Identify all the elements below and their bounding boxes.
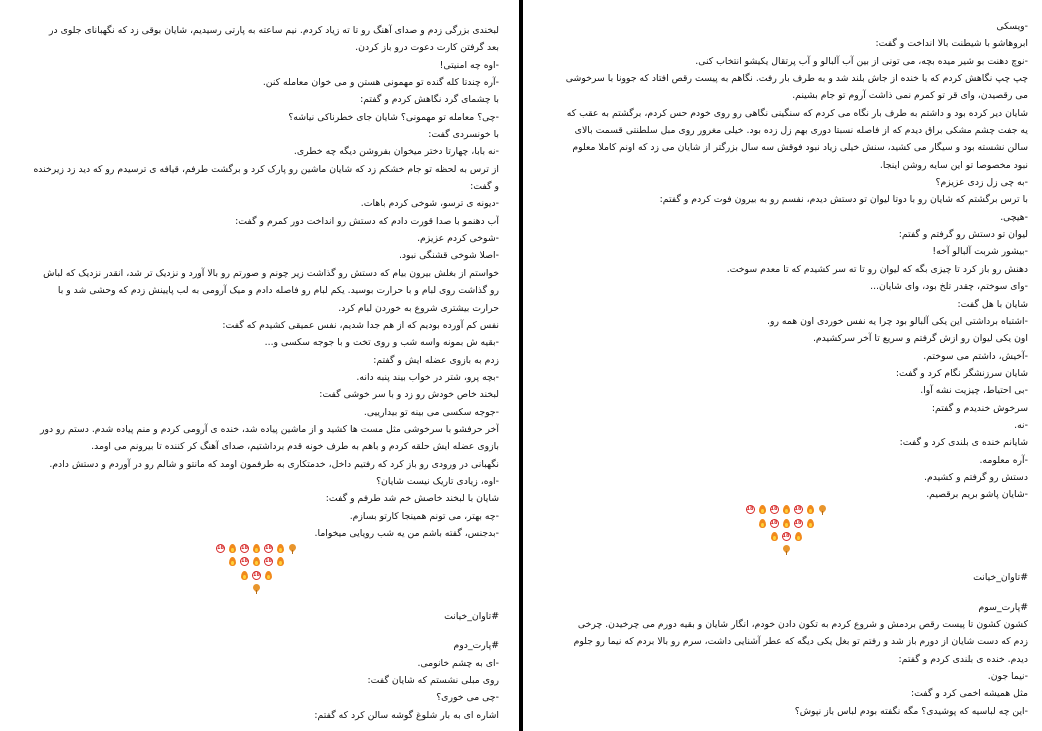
drop-icon xyxy=(252,584,261,593)
text-line: خواستم از بغلش بیرون بیام که دستش رو گذاشت زیر چونم و صورتم رو بالا آورد و نزدیک تر شد، انقدر نزدیک که لباش xyxy=(43,267,499,279)
text-line: -نه بابا، چهارتا دختر میخوان بفروشن دیگه چه خطری. xyxy=(293,146,499,158)
drop-icon xyxy=(818,505,827,514)
text-line: -آخیش، داشتم می سوختم. xyxy=(923,350,1028,362)
hashtag: #تاوان_خیانت xyxy=(444,610,499,622)
emoji-row xyxy=(544,517,1028,530)
text-line: زدم به بازوی عضله ایش و گفتم: xyxy=(373,354,499,366)
ban-icon: 18 xyxy=(782,532,790,539)
text-line: -وای سوختم، چقدر تلخ بود، وای شایان... xyxy=(870,281,1028,293)
text-line: سالن نشسته بود و سیگار می کشید، سنش خیلی زیاد نبود فوقش سه سال بزرگتر از شایان می زد که اونم کاملا معلوم xyxy=(572,142,1028,154)
fire-icon xyxy=(276,557,285,566)
text-line: -آره معلومه. xyxy=(979,454,1028,466)
text-line: -بیشور شربت آلبالو آخه! xyxy=(932,246,1028,258)
text-line: -آره چندتا کله گنده تو مهمونی هستن و می خوان معامله کنن. xyxy=(262,77,499,89)
text-line: ابروهاشو با شیطنت بالا انداخت و گفت: xyxy=(875,38,1028,50)
text-line: شایانم خنده ی بلندی کرد و گفت: xyxy=(899,437,1028,449)
text-line: -بقیه ش بمونه واسه شب و روی تخت و با جوجه سکسی و... xyxy=(264,337,499,349)
ban-icon: 18 xyxy=(241,544,248,551)
text-line: لبخند خاص خودش رو زد و با سر خوشی گفت: xyxy=(319,389,499,401)
text-line: -به چی زل زدی عزیزم؟ xyxy=(935,177,1028,189)
text-line: #پارت_سوم xyxy=(978,601,1028,613)
text-line: نگهبانی در ورودی رو باز کرد که رفتیم داخل، خدمتکاری به طرفمون اومد که مانتو و شالم رو در آوردم و دستش دادم. xyxy=(49,458,499,470)
fire-icon xyxy=(794,532,803,541)
right-text-block xyxy=(544,18,1028,504)
left-text-block xyxy=(14,22,499,542)
fire-icon xyxy=(252,544,261,553)
text-line: -اوه چه امنیتی! xyxy=(439,59,499,71)
text-line: یه جفت چشم مشکی براق دیدم که از فاصله نسبتا دوری بهم زل زده بود. خیلی مغرور روی مبل سلطنتی قسمت بالای xyxy=(574,125,1028,137)
text-line: با چشمای گرد نگاهش کردم و گفتم: xyxy=(360,94,499,106)
text-line: #پارت_دوم xyxy=(453,640,499,652)
emoji-row xyxy=(14,542,499,555)
fire-icon xyxy=(228,557,237,566)
text-line: می رقصیدن، وای قر تو کمرم نمی ذاشت آروم تو جام بشینم. xyxy=(792,90,1028,102)
ban-icon: 18 xyxy=(794,519,802,526)
drop-icon xyxy=(782,545,791,554)
ban-icon: 18 xyxy=(241,558,248,565)
fire-icon xyxy=(782,519,791,528)
emoji-row xyxy=(14,569,499,582)
text-line: لیوان تو دستش رو گرفتم و گفتم: xyxy=(898,229,1028,241)
text-line: دهنش رو باز کرد تا چیزی بگه که لیوان رو تا ته سر کشیدم که تا معدم سوخت. xyxy=(726,263,1028,275)
emoji-row xyxy=(544,504,1028,517)
text-line: -این چه لباسیه که پوشیدی؟ مگه نگفته بودم لباس باز نپوش؟ xyxy=(794,705,1028,717)
page-divider xyxy=(519,0,523,731)
text-line: کشون کشون تا پیست رقص بردمش و شروع کردم به تکون دادن خودم، انگار شایان و بقیه دورم می چرخیدن. چرخی xyxy=(577,618,1028,630)
text-line: -بی احتیاط، چیزیت نشه آوا. xyxy=(920,385,1028,397)
text-line: اشاره ای به بار شلوغ گوشه سالن کرد که گفتم: xyxy=(314,709,499,721)
ban-icon: 18 xyxy=(770,506,778,513)
text-line: آخر حرفشو با سرخوشی مثل مست ها کشید و از ماشین پیاده شد، خنده ی آرومی کردم و منم پیاده شدم. دستم رو دور xyxy=(39,423,499,435)
text-line: شایان سرزنشگر نگام کرد و گفت: xyxy=(895,367,1028,379)
text-line: -شوخی کردم عزیزم. xyxy=(417,233,499,245)
text-line: -شایان پاشو بریم برقصیم. xyxy=(926,489,1028,501)
fire-icon xyxy=(758,505,767,514)
text-line: سرخوش خندیدم و گفتم: xyxy=(931,402,1028,414)
text-line: رو گذاشت روی لبام و با حرارت بوسید. یکم لبام رو فاصله دادم و میک آرومی به لب پایینش زدم که وحشی شد و با xyxy=(57,285,499,297)
text-line: -ای به چشم خانومی. xyxy=(417,657,499,669)
text-line: از ترس به لحظه تو جام خشکم زد که شایان ماشین رو پارک کرد و برگشت طرفم، قیافه ی ترسیدم رو که دید زد زیرخنده xyxy=(33,163,499,175)
text-line: زدم که دست شایان از دورم باز شد و رفتم تو بغل یکی دیگه که عطر آشنایی داشت، سرم رو بالا بردم که نیما رو جلوم xyxy=(573,636,1028,648)
ban-icon: 18 xyxy=(746,506,754,513)
fire-icon xyxy=(228,544,237,553)
text-line: -چه بهتر، می تونم همینجا کارتو بسازم. xyxy=(349,510,499,522)
fire-icon xyxy=(782,505,791,514)
fire-icon xyxy=(770,532,779,541)
ban-icon: 18 xyxy=(265,558,272,565)
text-line: -ویسکی xyxy=(996,21,1028,32)
left-text-block-2 xyxy=(14,637,499,724)
text-line: -نوچ دهنت بو شیر میده بچه، می تونی از بین آب آلبالو و آب پرتقال یکیشو انتخاب کنی. xyxy=(695,55,1028,67)
text-line: آب دهنمو با صدا قورت دادم که دستش رو انداخت دور کمرم و گفت: xyxy=(235,215,499,227)
text-line: بعد گرفتن کارت دعوت درو باز کردن. xyxy=(355,42,499,54)
text-line: نفس کم آورده بودیم که از هم جدا شدیم، نفس عمیقی کشیدم که گفت: xyxy=(222,319,499,331)
text-line: -دیونه ی ترسو، شوخی کردم باهات. xyxy=(360,198,499,210)
hashtag: #تاوان_خیانت xyxy=(973,572,1028,584)
fire-icon xyxy=(264,571,273,580)
emoji-row xyxy=(544,530,1028,543)
drop-icon xyxy=(288,544,297,553)
fire-icon xyxy=(276,544,285,553)
emoji-row xyxy=(14,556,499,569)
text-line: روی مبلی نشستم که شایان گفت: xyxy=(367,674,499,686)
text-line: -جوجه سکسی می بینه تو بیدارییی. xyxy=(363,406,499,418)
emoji-decoration xyxy=(14,542,499,596)
text-line: و گفت: xyxy=(470,181,499,193)
right-page xyxy=(524,0,1042,731)
text-line: با خونسردی گفت: xyxy=(428,129,499,141)
text-line: -چی؟ معامله تو مهمونی؟ شایان جای خطرناکی نیاشه؟ xyxy=(288,111,499,123)
text-line: حرارت بیشتری شروع به خوردن لبام کرد. xyxy=(338,302,499,314)
emoji-row xyxy=(544,544,1028,557)
ban-icon: 18 xyxy=(253,571,260,578)
ban-icon: 18 xyxy=(265,544,272,551)
text-line: -اصلا شوخی قشنگی نبود. xyxy=(398,250,499,262)
text-line: -اشتباه برداشتی این یکی آلبالو بود چرا یه نفس خوردی اون همه رو. xyxy=(767,315,1028,327)
text-line: شایان با لبخند خاصش خم شد طرفم و گفت: xyxy=(325,493,499,505)
emoji-decoration xyxy=(544,504,1028,558)
text-line: -بچه پرو، شتر در خواب بیند پنبه دانه. xyxy=(356,371,499,383)
text-line: -نیما جون. xyxy=(987,670,1028,682)
text-line: چپ چپ نگاهش کردم که با خنده از جاش بلند شد و به طرف بار رفت. نگاهم به پیست رقص افتاد که جوونا با سرخوشی xyxy=(565,73,1028,85)
fire-icon xyxy=(806,519,815,528)
text-line: نبود مخصوصا تو این سایه روشن اینجا. xyxy=(879,159,1028,171)
text-line: -بدجنس، گفته باشم من یه شب رویایی میخواما. xyxy=(314,527,499,539)
text-line: -نه. xyxy=(1014,419,1028,431)
text-line: مثل همیشه اخمی کرد و گفت: xyxy=(911,688,1028,700)
text-line: دیدم. خنده ی بلندی کردم و گفتم: xyxy=(898,653,1028,665)
right-text-block-2 xyxy=(544,599,1028,720)
ban-icon: 18 xyxy=(794,506,802,513)
text-line: شایان دیر کرده بود و داشتم به طرف بار نگاه می کردم که سنگینی نگاهی رو روی خودم حس کردم، برگشتم به عقب که xyxy=(566,107,1028,119)
text-line: اون یکی لیوان رو ازش گرفتم و سریع تا آخر سرکشیدم. xyxy=(812,333,1028,345)
ban-icon: 18 xyxy=(217,544,224,551)
text-line: با ترس برگشتم که شایان رو با دوتا لیوان تو دستش دیدم، نفسم رو به بیرون فوت کردم و گفتم: xyxy=(659,194,1028,206)
text-line: -چی می خوری؟ xyxy=(436,692,499,704)
ban-icon: 18 xyxy=(770,519,778,526)
text-line: بازوی عضله ایش حلقه کردم و باهم به طرف خونه قدم برداشتیم، صدای آهنگ کر کننده تا بیرونم می اومد. xyxy=(91,441,499,453)
text-line: شایان با هل گفت: xyxy=(957,298,1028,310)
text-line: -هیچی. xyxy=(1000,211,1028,223)
fire-icon xyxy=(806,505,815,514)
fire-icon xyxy=(758,519,767,528)
text-line: لبخندی بزرگی زدم و صدای آهنگ رو تا ته زیاد کردم. نیم ساعته به پارتی رسیدیم، شایان بوقی زد که نگهبانای جلوی در xyxy=(48,25,499,36)
fire-icon xyxy=(252,557,261,566)
emoji-row xyxy=(14,582,499,595)
fire-icon xyxy=(240,571,249,580)
text-line: دستش رو گرفتم و کشیدم. xyxy=(924,471,1028,483)
text-line: -اوه، زیادی تاریک نیست شایان؟ xyxy=(376,475,499,487)
